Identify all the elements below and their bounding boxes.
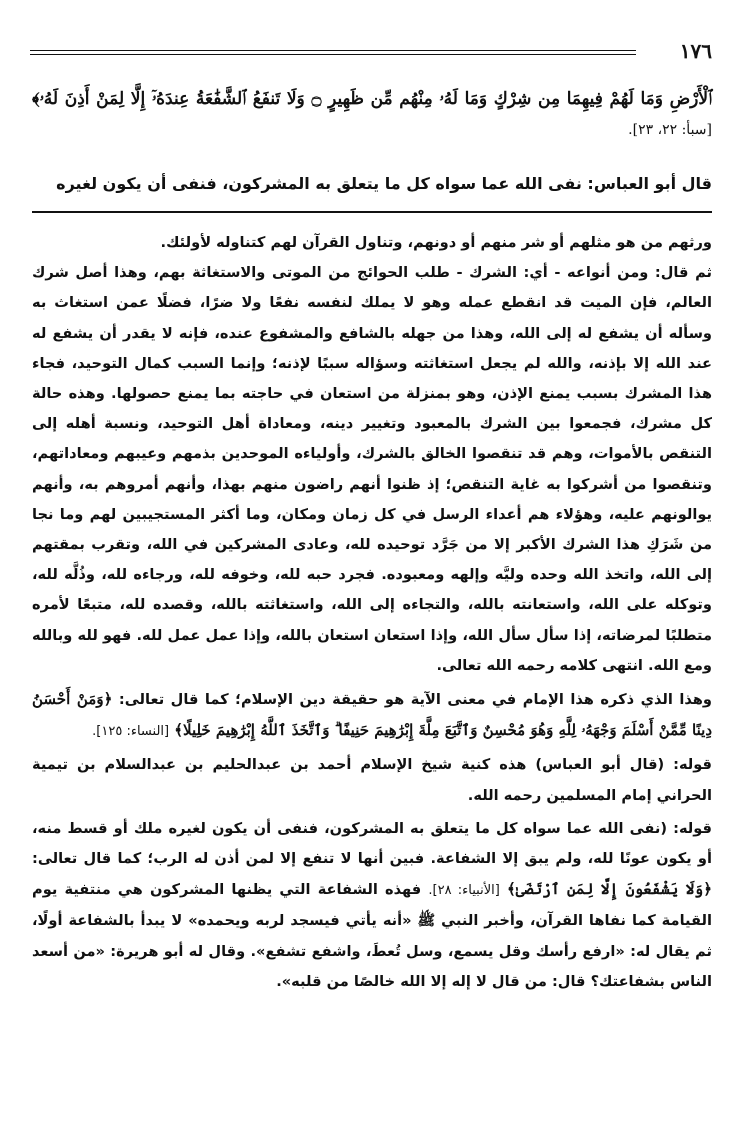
verse-text: ٱلْأَرْضِ وَمَا لَهُمْ فِيهِمَا مِن شِرْكٍ وَمَا لَهُۥ مِنْهُم مِّن ظَهِيرٍ ۝ وَلَا تَنفَعُ ٱلشَّفَٰعَةُ عِندَهُۥٓ إِلَّا لِمَنْ أَذِنَ لَهُۥ﴾ [32, 89, 712, 109]
paragraph-4: قوله: (قال أبو العباس) هذه كنية شيخ الإسلام أحمد بن عبدالحليم بن عبدالسلام بن تيمية الحراني إمام المسلمين رحمه الله. [32, 756, 712, 804]
quoted-text-line: قال أبو العباس: نفى الله عما سواه كل ما يتعلق به المشركون، فنفى أن يكون لغيره [56, 174, 712, 193]
paragraph-3-quran: ﴿وَمَنْ أَحْسَنُ دِينًا مِّمَّنْ أَسْلَمَ وَجْهَهُۥ لِلَّهِ وَهُوَ مُحْسِنٌ وَٱتَّبَعَ مِلَّةَ إِبْرَٰهِيمَ حَنِيفًا ۗ وَٱتَّخَذَ ٱللَّهُ إِبْرَٰهِيمَ خَلِيلًا﴾ [32, 690, 712, 740]
commentary-body [32, 228, 712, 997]
paragraph-3-intro: وهذا الذي ذكره هذا الإمام في معنى الآية هو حقيقة دين الإسلام؛ كما قال تعالى: [118, 691, 712, 709]
verse-reference: [سبأ: ٢٢، ٢٣]. [628, 122, 712, 138]
section-divider [32, 211, 712, 213]
paragraph-5-text-b: فهذه الشفاعة التي يظنها المشركون هي منتفية يوم القيامة كما نفاها القرآن، وأخبر النبي ﷺ «أنه يأتي فيسجد لربه ويحمده» لا يبدأ بالشفاعة أولًا، ثم يقال له: «ارفع رأسك وقل يسمع، وسل تُعطَ، واشفع تشفع». وقال له أبو هريرة: «من أسعد الناس بشفاعتك؟ قال: من قال لا إله إلا الله خالصًا من قلبه». [32, 881, 712, 990]
paragraph-5-reference: [الأنبياء: ٢٨]. [428, 883, 500, 899]
paragraph-5 [32, 814, 712, 997]
page-number: ١٧٦ [679, 39, 712, 63]
paragraph-5-quran: ﴿وَلَا يَشْفَعُونَ إِلَّا لِمَنِ ٱرْتَضَىٰ﴾ [507, 880, 712, 899]
paragraph-3 [32, 684, 712, 747]
page-header [30, 40, 712, 66]
paragraph-5-text-a: قوله: (نفى الله عما سواه كل ما يتعلق به المشركون، فنفى أن يكون لغيره ملك أو قسط منه، أو يكون عونًا لله، ولم يبق إلا الشفاعة. فبين أنها لا تنفع إلا لمن أذن له الرب؛ كما قال تعالى: [32, 819, 712, 868]
quran-verse-block [32, 84, 712, 145]
header-double-rule [30, 50, 636, 55]
paragraph-3-reference: [النساء: ١٢٥]. [92, 724, 170, 740]
paragraph-1: ورثهم من هو مثلهم أو شر منهم أو دونهم، وتناول القرآن لهم كتناوله لأولئك. [160, 234, 712, 251]
paragraph-2: ثم قال: ومن أنواعه - أي: الشرك - طلب الحوائج من الموتى والاستغاثة بهم، وهذا أصل شرك العالم، فإن الميت قد انقطع عمله وهو لا يملك لنفسه نفعًا ولا ضرًا، فضلًا عمن استغاث به وسأله أن يشفع له إلى الله، وهذا من جهله بالشافع والمشفوع عنده، فإنه لا يقدر أن يشفع له عند الله إلا بإذنه، والله لم يجعل استغاثته وسؤاله سببًا لإذنه؛ وإنما السبب كمال التوحيد، فجاء هذا المشرك بسبب يمنع الإذن، وهو بمنزلة من استعان في حاجته بما يمنع حصولها. وهذه حالة كل مشرك، فجمعوا بين الشرك بالمعبود وتغيير دينه، ومعاداة أهل التوحيد، ونسبة أهله إلى التنقص بالأموات، وهم قد تنقصوا الخالق بالشرك، وأولياءه الموحدين بذمهم وعيبهم ومعاداتهم، وتنقصوا من أشركوا به غاية التنقص؛ إذ ظنوا أنهم راضون منهم بهذا، وأنهم أمروهم به، وأنهم يوالونهم عليه، وهؤلاء هم أعداء الرسل في كل زمان ومكان، وما أكثر المستجيبين لهم وما نجا من شَرَكِ هذا الشرك الأكبر إلا من جَرَّد توحيده لله، وعادى المشركين في الله، وتقرب بمقتهم إلى الله، واتخذ الله وحده وليَّه وإلهه ومعبوده. فجرد حبه لله، وخوفه لله، ورجاءه لله، وذُلَّه لله، وتوكله على الله، واستعانته بالله، والتجاءه إلى الله، واستغاثته بالله، وقصده لله، متبعًا لأمره متطلبًا لمرضاته، إذا سأل سأل الله، وإذا استعان استعان بالله، وإذا عمل عمل لله. فهو لله وبالله ومع الله. انتهى كلامه رحمه الله تعالى. [32, 264, 712, 674]
